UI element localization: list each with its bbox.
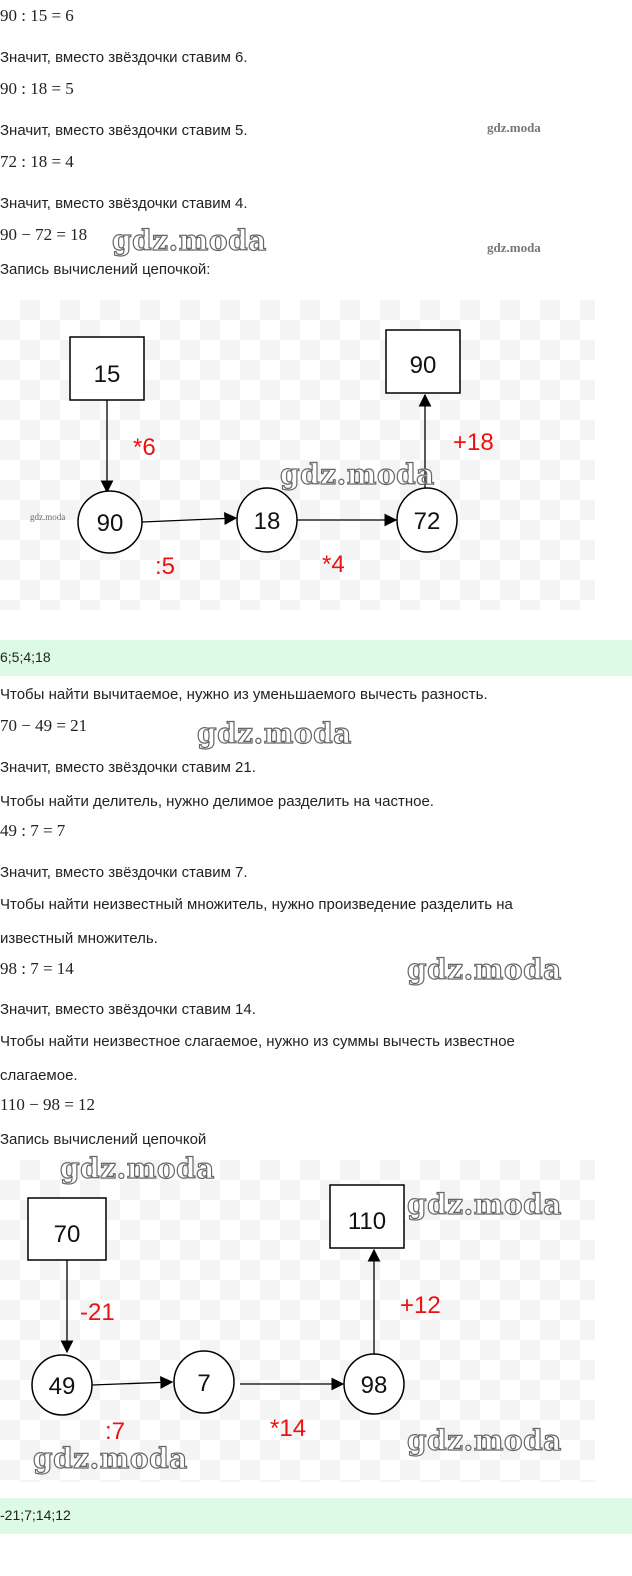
- watermark-logo: gdz.moda: [30, 512, 66, 522]
- watermark-logo: gdz.moda: [407, 1188, 562, 1221]
- watermark-logo: gdz.moda: [487, 120, 541, 135]
- watermark-logo: gdz.moda: [197, 717, 352, 750]
- equation-line: 70 − 49 = 21: [0, 716, 88, 735]
- start-box-value: 15: [93, 361, 121, 388]
- text-line: Значит, вместо звёздочки ставим 4.: [0, 195, 248, 212]
- text-line: Значит, вместо звёздочки ставим 14.: [0, 1001, 256, 1018]
- text-line: Запись вычислений цепочкой: [0, 1131, 207, 1148]
- operation-1: :7: [105, 1418, 126, 1445]
- operation-2: *4: [322, 551, 345, 578]
- watermark-logo: gdz.moda: [112, 224, 267, 257]
- text-line: Значит, вместо звёздочки ставим 21.: [0, 759, 256, 776]
- equation-line: 72 : 18 = 4: [0, 152, 74, 171]
- text-line: Значит, вместо звёздочки ставим 5.: [0, 122, 248, 139]
- text-line: слагаемое.: [0, 1067, 78, 1084]
- answer-bar: [0, 1498, 632, 1534]
- circle-1-value: 49: [48, 1373, 76, 1400]
- circle-2-value: 7: [197, 1370, 211, 1397]
- watermark-logo: gdz.moda: [33, 1442, 188, 1475]
- circle-3-value: 98: [360, 1372, 388, 1399]
- circle-3-value: 72: [413, 508, 441, 535]
- watermark-logo: gdz.moda: [280, 458, 435, 491]
- operation-1: :5: [155, 553, 176, 580]
- equation-line: 98 : 7 = 14: [0, 959, 74, 978]
- text-line: известный множитель.: [0, 930, 158, 947]
- operation-end: +18: [453, 429, 494, 456]
- equation-line: 90 : 15 = 6: [0, 6, 74, 25]
- operation-start: *6: [133, 434, 156, 461]
- operation-2: *14: [270, 1415, 307, 1442]
- equation-line: 90 : 18 = 5: [0, 79, 74, 98]
- end-box-value: 90: [409, 352, 437, 379]
- chain-diagram-1: [0, 300, 595, 610]
- text-line: Чтобы найти неизвестный множитель, нужно произведение разделить на: [0, 896, 513, 913]
- start-box-value: 70: [53, 1221, 81, 1248]
- operation-end: +12: [400, 1292, 441, 1319]
- end-box-value: 110: [347, 1208, 387, 1235]
- watermark-logo: gdz.moda: [407, 1424, 562, 1457]
- circle-2-value: 18: [253, 508, 281, 535]
- answer-text: 6;5;4;18: [0, 649, 51, 665]
- text-line: Значит, вместо звёздочки ставим 6.: [0, 49, 248, 66]
- text-line: Чтобы найти делитель, нужно делимое разделить на частное.: [0, 793, 434, 810]
- watermark-logo: gdz.moda: [487, 240, 541, 255]
- text-line: Чтобы найти неизвестное слагаемое, нужно из суммы вычесть известное: [0, 1033, 515, 1050]
- operation-start: -21: [80, 1299, 115, 1326]
- equation-line: 90 − 72 = 18: [0, 225, 88, 244]
- watermark-logo: gdz.moda: [407, 953, 562, 986]
- equation-line: 49 : 7 = 7: [0, 821, 66, 840]
- text-line: Чтобы найти вычитаемое, нужно из уменьшаемого вычесть разность.: [0, 686, 488, 703]
- text-line: Значит, вместо звёздочки ставим 7.: [0, 864, 248, 881]
- equation-line: 110 − 98 = 12: [0, 1095, 96, 1114]
- answer-bar: [0, 640, 632, 676]
- circle-1-value: 90: [96, 510, 124, 537]
- answer-text: -21;7;14;12: [0, 1507, 71, 1523]
- watermark-logo: gdz.moda: [60, 1152, 215, 1185]
- text-line: Запись вычислений цепочкой:: [0, 261, 211, 278]
